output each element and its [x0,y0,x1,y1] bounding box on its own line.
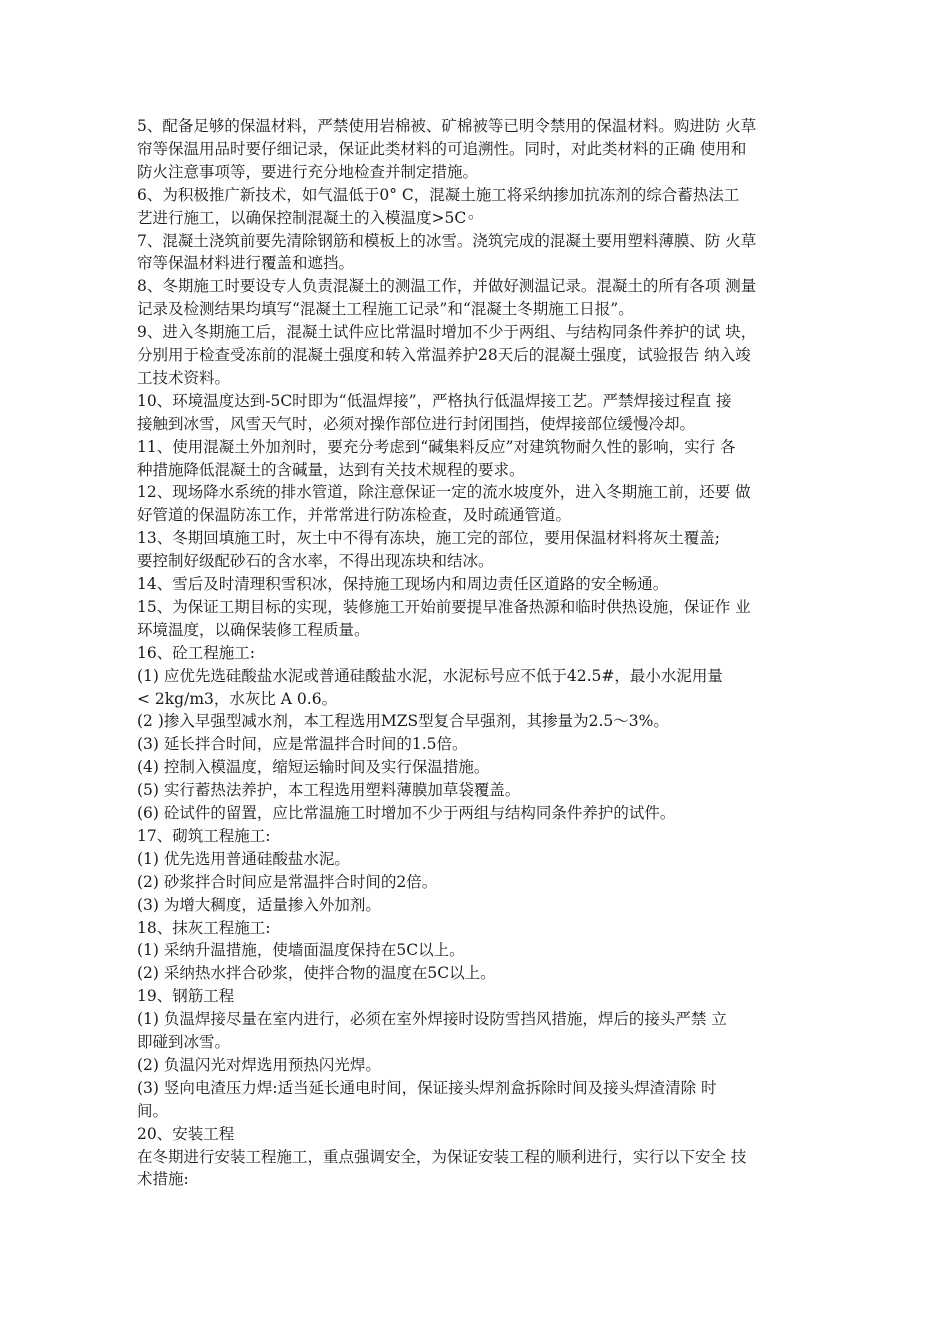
text-line: 环境温度，以确保装修工程质量。 [137,620,370,639]
text-line: 19、钢筋工程 [137,987,235,1006]
text-line: 即碰到冰雪。 [137,1033,231,1051]
text-line: 11、使用混凝土外加剂时，要充分考虑到“碱集料反应”对建筑物耐久性的影响，实行 各 [137,437,736,456]
text-line: 艺进行施工，以确保控制混凝土的入模温度>5C◦ [137,208,476,227]
text-line: 16、砼工程施工: [137,643,255,662]
text-line: (2) 负温闪光对焊选用预热闪光焊。 [137,1055,381,1074]
text-line: (1) 采纳升温措施，使墙面温度保持在5C以上。 [137,941,465,960]
text-line: 记录及检测结果均填写“混凝土工程施工记录”和“混凝土冬期施工日报”。 [137,300,634,319]
text-line: 6、为积极推广新技术，如气温低于0° C，混凝土施工将采纳掺加抗冻剂的综合蓄热法工 [137,185,740,204]
text-line: 9、进入冬期施工后，混凝土试件应比常温时增加不少于两组、与结构同条件养护的试 块， [137,323,757,342]
text-line: 好管道的保温防冻工作，并常常进行防冻检查，及时疏通管道。 [137,506,572,525]
text-line: (1) 负温焊接尽量在室内进行，必须在室外焊接时设防雪挡风措施，焊后的接头严禁 立 [137,1010,727,1029]
text-line: (4) 控制入模温度，缩短运输时间及实行保温措施。 [137,758,490,777]
text-line: (1) 优先选用普通硅酸盐水泥。 [137,849,350,868]
text-line: 5、配备足够的保温材料，严禁使用岩棉被、矿棉被等已明令禁用的保温材料。购进防 火草 [137,117,757,135]
text-line: 术措施: [137,1170,189,1189]
text-line: 间。 [137,1101,169,1120]
text-line: 20、安装工程 [137,1124,235,1143]
text-line: 12、现场降水系统的排水管道，除注意保证一定的流水坡度外，进入冬期施工前，还要 做 [137,483,751,502]
text-line: (2) 砂浆拌合时间应是常温拌合时间的2倍。 [137,872,438,891]
text-line: (1) 应优先选硅酸盐水泥或普通硅酸盐水泥，水泥标号应不低于42.5#，最小水泥用量 [137,666,723,685]
text-line: < 2kg/m3，水灰比 A 0.6。 [137,689,338,708]
text-line: 14、雪后及时清理积雪积冰，保持施工现场内和周边责任区道路的安全畅通。 [137,575,669,593]
text-line: 15、为保证工期目标的实现，装修施工开始前要提早准备热源和临时供热设施，保证作 业 [137,597,751,616]
text-line: 13、冬期回填施工时，灰土中不得有冻块，施工完的部位，要用保温材料将灰土覆盖; [137,529,720,548]
text-line: 防火注意事项等，要进行充分地检查并制定措施。 [137,162,479,181]
text-line: 在冬期进行安装工程施工，重点强调安全，为保证安装工程的顺利进行，实行以下安全 技 [137,1147,747,1166]
text-line: 工技术资料。 [137,368,231,387]
text-line: 分别用于检查受冻前的混凝土强度和转入常温养护28天后的混凝土强度，试验报告 纳入竣 [137,346,751,364]
text-line: (3) 竖向电渣压力焊:适当延长通电时间，保证接头焊剂盒拆除时间及接头焊渣清除 时 [137,1078,717,1097]
text-line: 要控制好级配砂石的含水率，不得出现冻块和结冰。 [137,552,494,571]
text-line: 17、砌筑工程施工: [137,826,271,845]
text-line: 7、混凝土浇筑前要先清除钢筋和模板上的冰雪。浇筑完成的混凝土要用塑料薄膜、防 火草 [137,231,757,250]
text-line: (3) 延长拌合时间，应是常温拌合时间的1.5倍。 [137,735,468,754]
text-line: (3) 为增大稠度，适量掺入外加剂。 [137,895,381,914]
text-line: (5) 实行蓄热法养护，本工程选用塑料薄膜加草袋覆盖。 [137,781,521,800]
text-line: 帘等保温用品时要仔细记录，保证此类材料的可追溯性。同时，对此类材料的正确 使用和 [137,139,747,158]
text-line: 帘等保温材料进行覆盖和遮挡。 [137,254,355,273]
text-line: 接触到冰雪，风雪天气时，必须对操作部位进行封闭围挡，使焊接部位缓慢冷却。 [137,414,696,433]
text-line: 种措施降低混凝土的含碱量，达到有关技术规程的要求。 [137,460,525,479]
text-line: 8、冬期施工时要设专人负责混凝土的测温工作，并做好测温记录。混凝土的所有各项 测量 [137,277,757,296]
text-line: (2 )掺入早强型减水剂，本工程选用MZS型复合早强剂，其掺量为2.5〜3%。 [137,712,669,731]
text-line: 10、环境温度达到-5C时即为“低温焊接”，严格执行低温焊接工艺。严禁焊接过程直 接 [137,391,732,410]
text-line: (6) 砼试件的留置，应比常温施工时增加不少于两组与结构同条件养护的试件。 [137,804,676,822]
text-line: 18、抹灰工程施工: [137,918,271,937]
text-line: (2) 采纳热水拌合砂浆，使拌合物的温度在5C以上。 [137,964,496,983]
